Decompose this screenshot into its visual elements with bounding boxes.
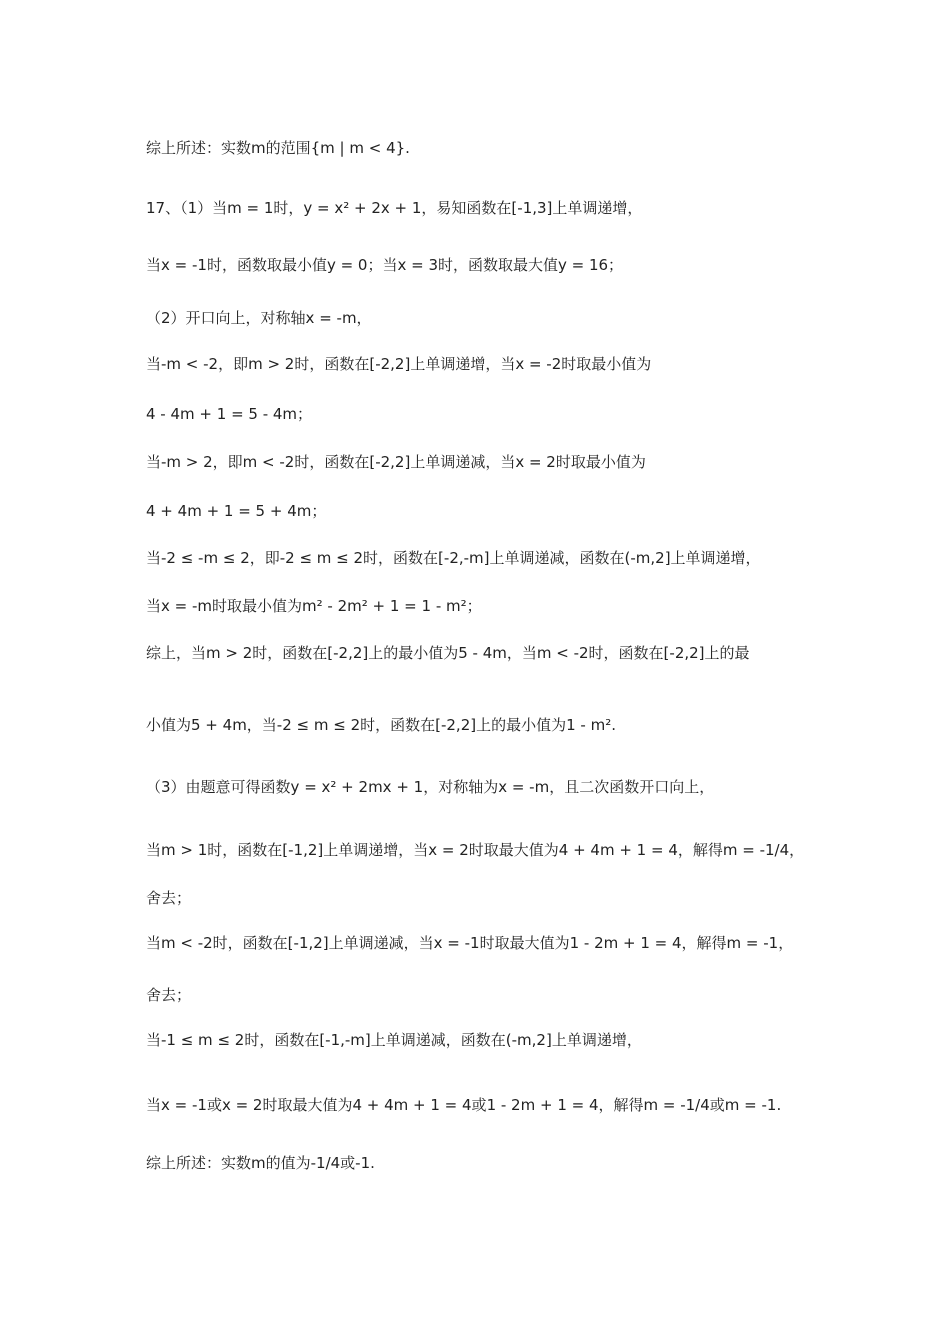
line-17-part2-intro: （2）开口向上，对称轴x = -m， [146,309,372,327]
line-17-part3-case3-result: 当x = -1或x = 2时取最大值为4 + 4m + 1 = 4或1 - 2m + 1 = 4，解得m = -1/4或m = -1. [146,1096,782,1114]
line-17-part2-case3-result: 当x = -m时取最小值为m² - 2m² + 1 = 1 - m²； [146,597,482,615]
line-17-part3-case2: 当m < -2时，函数在[-1,2]上单调递减，当x = -1时取最大值为1 - 2m + 1 = 4，解得m = -1， [146,934,794,952]
line-17-part3-case1-discard: 舍去； [146,889,192,907]
line-17-part2-case3: 当-2 ≤ -m ≤ 2，即-2 ≤ m ≤ 2时，函数在[-2,-m]上单调递减，函数在(-m,2]上单调递增， [146,549,761,567]
line-17-conclusion: 综上所述：实数m的值为-1/4或-1. [146,1154,375,1172]
line-17-part1: 17、（1）当m = 1时，y = x² + 2x + 1，易知函数在[-1,3]上单调递增， [146,199,643,217]
line-17-part2-case1: 当-m < -2，即m > 2时，函数在[-2,2]上单调递增，当x = -2时取最小值为 [146,355,652,373]
line-17-part2-summary-a: 综上，当m > 2时，函数在[-2,2]上的最小值为5 - 4m，当m < -2时，函数在[-2,2]上的最 [146,644,750,662]
line-17-part2-case2-result: 4 + 4m + 1 = 5 + 4m； [146,502,327,520]
line-17-part2-case2: 当-m > 2，即m < -2时，函数在[-2,2]上单调递减，当x = 2时取最小值为 [146,453,646,471]
line-17-part1-extremes: 当x = -1时，函数取最小值y = 0；当x = 3时，函数取最大值y = 16； [146,256,624,274]
line-conclusion-16: 综上所述：实数m的范围{m | m < 4}. [146,139,410,157]
line-17-part3-case3: 当-1 ≤ m ≤ 2时，函数在[-1,-m]上单调递减，函数在(-m,2]上单调递增， [146,1031,642,1049]
line-17-part3-case1: 当m > 1时，函数在[-1,2]上单调递增，当x = 2时取最大值为4 + 4m + 1 = 4，解得m = -1/4， [146,841,805,859]
line-17-part2-summary-b: 小值为5 + 4m，当-2 ≤ m ≤ 2时，函数在[-2,2]上的最小值为1 - m². [146,716,616,734]
line-17-part3-case2-discard: 舍去； [146,986,192,1004]
line-17-part2-case1-result: 4 - 4m + 1 = 5 - 4m； [146,405,313,423]
line-17-part3-intro: （3）由题意可得函数y = x² + 2mx + 1，对称轴为x = -m，且二次函数开口向上， [146,778,715,796]
